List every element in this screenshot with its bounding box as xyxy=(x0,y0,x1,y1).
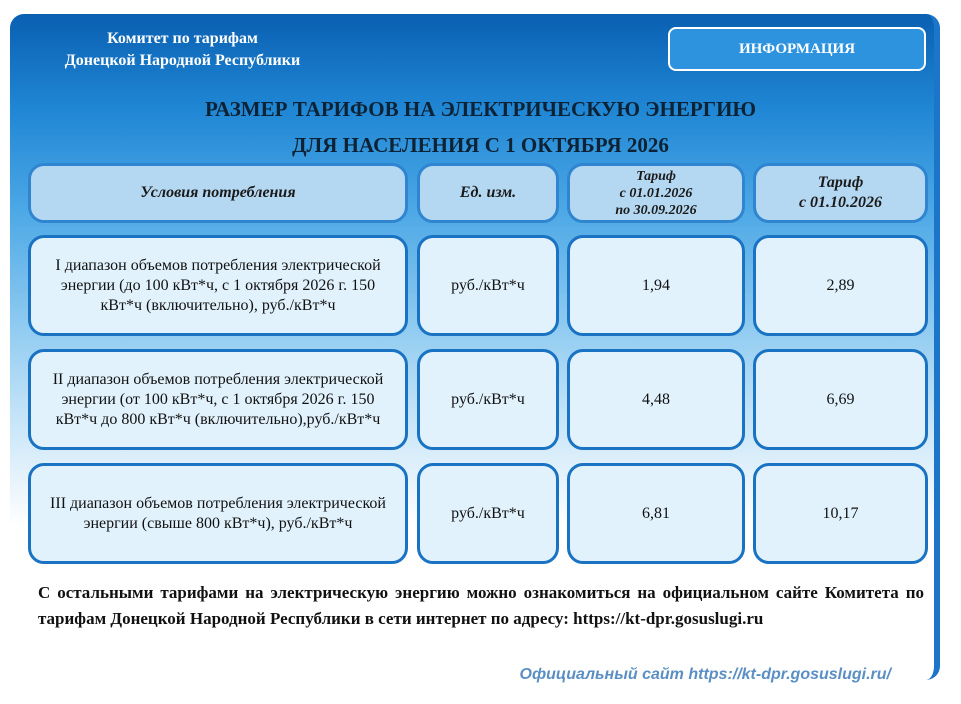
row-2-unit: руб./кВт*ч xyxy=(417,349,559,450)
header-tariff-old-line-2: с 01.01.2026 xyxy=(619,185,693,201)
header-unit: Ед. изм. xyxy=(417,163,559,223)
header-conditions: Условия потребления xyxy=(28,163,408,223)
row-1-condition: I диапазон объемов потребления электрической энергии (до 100 кВт*ч, с 1 октября 2026 г. 150 кВт*ч (включительно), руб./кВт*ч xyxy=(28,235,408,336)
row-3-unit: руб./кВт*ч xyxy=(417,463,559,564)
header-tariff-old xyxy=(567,163,745,223)
row-1-tariff-new: 2,89 xyxy=(753,235,928,336)
page-title-line-2: ДЛЯ НАСЕЛЕНИЯ С 1 ОКТЯБРЯ 2026 xyxy=(292,133,669,157)
row-1-unit: руб./кВт*ч xyxy=(417,235,559,336)
page-title-line-1: РАЗМЕР ТАРИФОВ НА ЭЛЕКТРИЧЕСКУЮ ЭНЕРГИЮ xyxy=(204,97,757,121)
header-tariff-new xyxy=(753,163,928,223)
official-site-link[interactable]: Официальный сайт https://kt-dpr.gosuslugi.ru/ xyxy=(519,666,891,683)
row-2-tariff-new: 6,69 xyxy=(753,349,928,450)
header-tariff-old-line-3: по 30.09.2026 xyxy=(615,202,697,218)
organization-name xyxy=(30,28,335,72)
header-tariff-old-line-1: Тариф xyxy=(636,168,676,184)
row-2-tariff-old: 4,48 xyxy=(567,349,745,450)
row-3-tariff-new: 10,17 xyxy=(753,463,928,564)
footnote-text: С остальными тарифами на электрическую энергию можно ознакомиться на официальном сайте Комитета по тарифам Донецкой Народной Республики в сети интернет по адресу: https://kt-dpr.gosuslugi.ru xyxy=(38,583,924,628)
row-2-condition: II диапазон объемов потребления электрической энергии (от 100 кВт*ч, с 1 октября 2026 г. 150 кВт*ч до 800 кВт*ч (включительно),руб./кВт*ч xyxy=(28,349,408,450)
info-button[interactable]: ИНФОРМАЦИЯ xyxy=(668,27,926,71)
row-3-tariff-old: 6,81 xyxy=(567,463,745,564)
row-3-condition: III диапазон объемов потребления электрической энергии (свыше 800 кВт*ч), руб./кВт*ч xyxy=(28,463,408,564)
org-line-2: Донецкой Народной Республики xyxy=(64,52,301,69)
row-1-tariff-old: 1,94 xyxy=(567,235,745,336)
header-tariff-new-line-1: Тариф xyxy=(817,174,864,191)
header-tariff-new-line-2: с 01.10.2026 xyxy=(798,194,883,211)
org-line-1: Комитет по тарифам xyxy=(107,30,258,47)
